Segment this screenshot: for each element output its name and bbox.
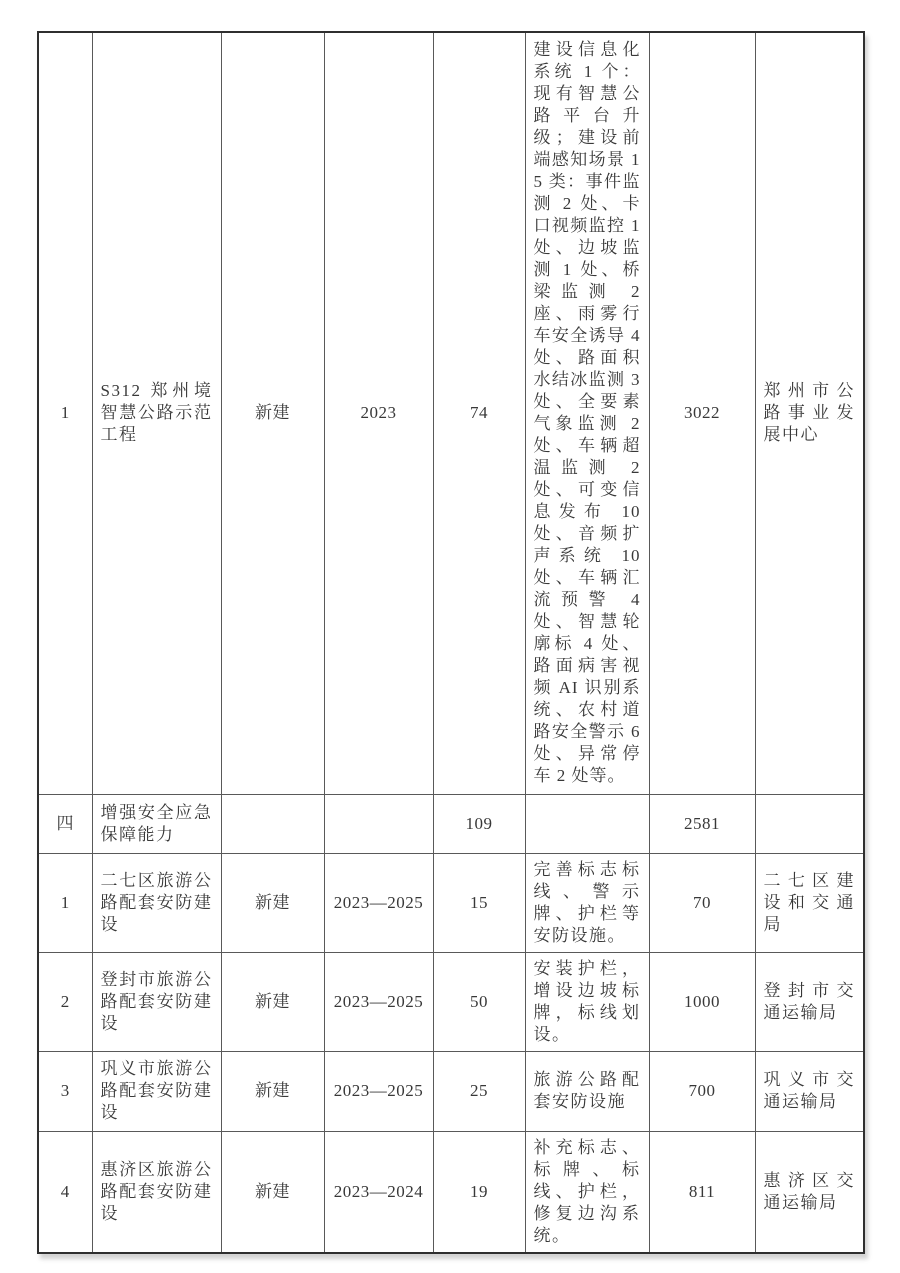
cell-construction-content: 建设信息化系统 1 个：现有智慧公路平台升级；建设前端感知场景 15 类：事件监测 2 处、卡口视频监控 1 处、边坡监测 1 处、桥梁监测 2 座、雨雾行车安全诱导 4 处、路面积水结冰监测 3 处、全要素气象监测 2 处、车辆超温监测 2 处、可变信息发布 10 处、音频扩声系统 10 处、车辆汇流预警 4 处、智慧轮廓标 4 处、路面病害视频 AI 识别系统、农村道路安全警示 6 处、异常停车 2 处等。 <box>525 32 649 794</box>
cell-responsible-unit <box>755 794 864 853</box>
cell-construction-content: 安装护栏，增设边坡标牌，标线划设。 <box>525 952 649 1051</box>
cell-project-name: 惠济区旅游公路配套安防建设 <box>92 1131 221 1253</box>
cell-scale: 25 <box>433 1051 525 1131</box>
cell-scale: 109 <box>433 794 525 853</box>
table-row <box>38 952 864 1051</box>
cell-scale: 50 <box>433 952 525 1051</box>
cell-period <box>324 794 433 853</box>
cell-build-type: 新建 <box>221 32 324 794</box>
project-table <box>37 31 865 1254</box>
cell-build-type <box>221 794 324 853</box>
cell-scale: 74 <box>433 32 525 794</box>
cell-row-number: 1 <box>38 32 92 794</box>
cell-investment: 1000 <box>649 952 755 1051</box>
cell-responsible-unit: 二七区建设和交通局 <box>755 853 864 952</box>
cell-build-type: 新建 <box>221 952 324 1051</box>
cell-investment: 811 <box>649 1131 755 1253</box>
cell-project-name: 增强安全应急保障能力 <box>92 794 221 853</box>
cell-period: 2023—2024 <box>324 1131 433 1253</box>
cell-scale: 15 <box>433 853 525 952</box>
cell-build-type: 新建 <box>221 1051 324 1131</box>
cell-build-type: 新建 <box>221 853 324 952</box>
cell-construction-content: 完善标志标线、警示牌、护栏等安防设施。 <box>525 853 649 952</box>
cell-investment: 70 <box>649 853 755 952</box>
cell-period: 2023 <box>324 32 433 794</box>
cell-build-type: 新建 <box>221 1131 324 1253</box>
cell-project-name: S312 郑州境智慧公路示范工程 <box>92 32 221 794</box>
table-row <box>38 853 864 952</box>
cell-responsible-unit: 郑州市公路事业发展中心 <box>755 32 864 794</box>
cell-project-name: 巩义市旅游公路配套安防建设 <box>92 1051 221 1131</box>
cell-responsible-unit: 惠济区交通运输局 <box>755 1131 864 1253</box>
cell-investment: 3022 <box>649 32 755 794</box>
table-row <box>38 1131 864 1253</box>
cell-row-number: 1 <box>38 853 92 952</box>
cell-period: 2023—2025 <box>324 1051 433 1131</box>
table-row <box>38 32 864 794</box>
cell-row-number: 4 <box>38 1131 92 1253</box>
cell-project-name: 登封市旅游公路配套安防建设 <box>92 952 221 1051</box>
cell-period: 2023—2025 <box>324 952 433 1051</box>
cell-responsible-unit: 巩义市交通运输局 <box>755 1051 864 1131</box>
cell-scale: 19 <box>433 1131 525 1253</box>
table-row <box>38 794 864 853</box>
cell-investment: 2581 <box>649 794 755 853</box>
cell-project-name: 二七区旅游公路配套安防建设 <box>92 853 221 952</box>
cell-row-number: 四 <box>38 794 92 853</box>
cell-period: 2023—2025 <box>324 853 433 952</box>
cell-row-number: 3 <box>38 1051 92 1131</box>
cell-responsible-unit: 登封市交通运输局 <box>755 952 864 1051</box>
cell-construction-content: 补充标志、标牌、标线、护栏，修复边沟系统。 <box>525 1131 649 1253</box>
cell-construction-content <box>525 794 649 853</box>
cell-row-number: 2 <box>38 952 92 1051</box>
cell-investment: 700 <box>649 1051 755 1131</box>
cell-construction-content: 旅游公路配套安防设施 <box>525 1051 649 1131</box>
table-row <box>38 1051 864 1131</box>
